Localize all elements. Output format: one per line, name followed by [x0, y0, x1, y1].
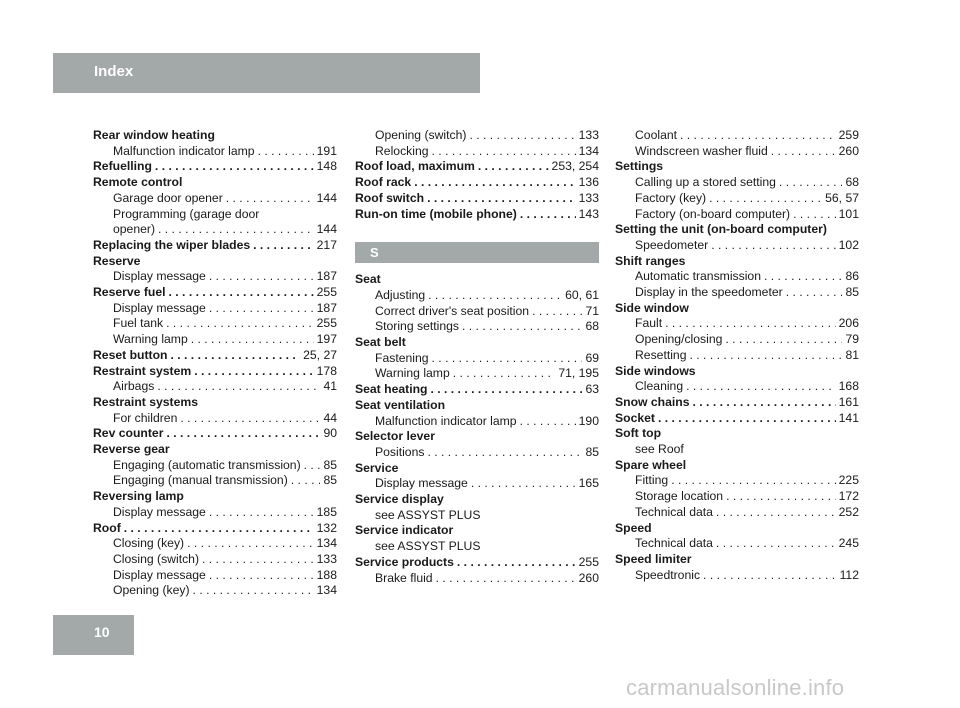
index-column-3 — [615, 128, 859, 583]
entry-label: Soft top — [615, 426, 662, 441]
dot-leader — [169, 285, 314, 301]
index-subentry — [615, 238, 859, 254]
index-subentry — [93, 379, 337, 395]
index-entry — [355, 429, 599, 445]
entry-label: Garage door opener — [113, 190, 223, 205]
page-reference: 178 — [316, 363, 337, 378]
index-entry — [615, 521, 859, 537]
page-reference: 60, 61 — [565, 287, 599, 302]
index-entry — [615, 301, 859, 317]
dot-leader — [414, 175, 575, 191]
page-reference: 245 — [838, 536, 859, 551]
dot-leader — [193, 583, 314, 599]
dot-leader — [771, 144, 836, 160]
page-reference: 260 — [578, 570, 599, 585]
entry-label: Rev counter — [93, 426, 164, 441]
dot-leader — [793, 207, 836, 223]
dot-leader — [665, 316, 836, 332]
entry-label: Roof rack — [355, 175, 412, 190]
entry-label: opener) — [113, 222, 156, 237]
dot-leader — [693, 395, 836, 411]
index-subentry — [355, 144, 599, 160]
page-reference: 85 — [323, 457, 337, 472]
dot-leader — [786, 285, 843, 301]
index-entry — [355, 555, 599, 571]
index-entry — [93, 489, 337, 505]
index-entry — [355, 191, 599, 207]
entry-label: Relocking — [375, 143, 429, 158]
page-reference: 79 — [845, 332, 859, 347]
page-reference: 143 — [578, 206, 599, 221]
page-reference: 253, 254 — [551, 159, 599, 174]
index-subentry — [615, 144, 859, 160]
index-subentry — [615, 379, 859, 395]
index-subentry — [355, 571, 599, 587]
entry-label: Cleaning — [635, 379, 684, 394]
entry-label: Reserve fuel — [93, 285, 166, 300]
entry-label: Snow chains — [615, 394, 690, 409]
page-reference: 41 — [323, 379, 337, 394]
page-reference: 148 — [316, 159, 337, 174]
index-subentry — [93, 536, 337, 552]
dot-leader — [711, 238, 835, 254]
entry-label: Side window — [615, 300, 689, 315]
section-heading-s — [355, 242, 599, 263]
entry-label: Correct driver's seat position — [375, 303, 530, 318]
index-entry — [93, 128, 337, 144]
page-reference: 217 — [316, 237, 337, 252]
index-subentry — [615, 191, 859, 207]
entry-label: Roof load, maximum — [355, 159, 475, 174]
entry-label: Roof switch — [355, 190, 425, 205]
page-reference: 85 — [585, 444, 599, 459]
page-reference: 197 — [316, 332, 337, 347]
index-subentry — [615, 568, 859, 584]
page-reference: 260 — [838, 143, 859, 158]
page-reference: 191 — [316, 143, 337, 158]
index-entry — [355, 207, 599, 223]
dot-leader — [187, 536, 314, 552]
index-subentry — [355, 319, 599, 335]
page-reference: 71 — [585, 303, 599, 318]
entry-label: Display message — [375, 476, 468, 491]
entry-label: Remote control — [93, 175, 183, 190]
entry-label: Closing (key) — [113, 536, 185, 551]
entry-label: Reserve — [93, 253, 141, 268]
entry-label: Seat ventilation — [355, 397, 446, 412]
entry-label: see ASSYST PLUS — [375, 507, 481, 522]
entry-label: Brake fluid — [375, 570, 433, 585]
page-title: Index — [94, 63, 134, 80]
index-subentry — [615, 473, 859, 489]
index-subentry — [355, 128, 599, 144]
dot-leader — [226, 191, 314, 207]
index-list-s — [355, 272, 599, 586]
index-subentry — [615, 316, 859, 332]
dot-leader — [427, 445, 582, 461]
page-reference: 102 — [838, 237, 859, 252]
index-subentry — [355, 414, 599, 430]
entry-label: Display message — [113, 504, 206, 519]
index-subentry — [355, 304, 599, 320]
index-entry — [355, 461, 599, 477]
entry-label: Airbags — [113, 379, 155, 394]
index-entry — [93, 395, 337, 411]
dot-leader — [764, 269, 842, 285]
page-reference: 68 — [585, 319, 599, 334]
index-column-1 — [93, 128, 337, 599]
dot-leader — [427, 191, 576, 207]
dot-leader — [124, 521, 314, 537]
entry-label: Speed limiter — [615, 551, 692, 566]
entry-label: Display in the speedometer — [635, 285, 783, 300]
page-reference: 101 — [838, 206, 859, 221]
entry-label: Seat belt — [355, 335, 406, 350]
index-entry — [93, 238, 337, 254]
dot-leader — [671, 473, 835, 489]
entry-label: Refuelling — [93, 159, 152, 174]
entry-label: Opening/closing — [635, 332, 723, 347]
dot-leader — [686, 379, 836, 395]
index-subentry — [93, 552, 337, 568]
entry-label: Technical data — [635, 504, 713, 519]
entry-label: Reversing lamp — [93, 489, 184, 504]
index-entry — [355, 523, 599, 539]
index-subentry — [615, 175, 859, 191]
index-entry — [93, 175, 337, 191]
index-column-2 — [355, 128, 599, 586]
page-reference: 255 — [316, 285, 337, 300]
page-reference: 255 — [578, 554, 599, 569]
index-entry — [615, 411, 859, 427]
index-entry — [93, 285, 337, 301]
dot-leader — [166, 316, 314, 332]
page-reference: 56, 57 — [825, 190, 859, 205]
dot-leader — [725, 332, 842, 348]
page-reference: 85 — [845, 285, 859, 300]
index-entry — [93, 442, 337, 458]
dot-leader — [170, 348, 300, 364]
page-number: 10 — [94, 624, 110, 640]
entry-label: Rear window heating — [93, 128, 215, 142]
dot-leader — [166, 426, 320, 442]
entry-label: Resetting — [635, 347, 687, 362]
dot-leader — [520, 414, 576, 430]
dot-leader — [658, 411, 836, 427]
index-entry — [355, 159, 599, 175]
dot-leader — [430, 382, 582, 398]
index-entry — [355, 398, 599, 414]
index-entry — [615, 426, 859, 442]
page-reference: 134 — [578, 143, 599, 158]
index-entry — [355, 335, 599, 351]
index-subentry — [93, 505, 337, 521]
entry-label: Technical data — [635, 536, 713, 551]
dot-leader — [304, 458, 321, 474]
entry-label: Factory (key) — [635, 190, 707, 205]
entry-label: Opening (switch) — [375, 128, 467, 142]
index-subentry — [615, 207, 859, 223]
page-reference: 185 — [316, 504, 337, 519]
page-reference: 225 — [838, 473, 859, 488]
index-subentry — [93, 583, 337, 599]
page-reference: 44 — [323, 410, 337, 425]
index-subentry — [615, 442, 859, 458]
entry-label: Roof — [93, 520, 121, 535]
entry-label: Fitting — [635, 473, 669, 488]
page-reference: 168 — [838, 379, 859, 394]
dot-leader — [716, 505, 836, 521]
index-entry — [615, 222, 859, 238]
index-subentry — [355, 476, 599, 492]
entry-label: Programming (garage door — [113, 206, 260, 221]
dot-leader — [180, 411, 320, 427]
index-subentry — [93, 411, 337, 427]
index-subentry — [615, 269, 859, 285]
entry-label: Socket — [615, 410, 655, 425]
entry-label: Speedometer — [635, 237, 709, 252]
entry-label: Service products — [355, 554, 454, 569]
index-subentry — [615, 348, 859, 364]
dot-leader — [462, 319, 582, 335]
entry-label: Restraint systems — [93, 394, 198, 409]
index-subentry — [355, 288, 599, 304]
index-entry — [93, 364, 337, 380]
index-entry — [615, 458, 859, 474]
entry-label: Engaging (manual transmission) — [113, 473, 288, 488]
dot-leader — [209, 568, 314, 584]
index-subentry — [355, 366, 599, 382]
entry-label: Adjusting — [375, 287, 426, 302]
entry-label: Windscreen washer fluid — [635, 143, 768, 158]
page-reference: 71, 195 — [558, 366, 599, 381]
dot-leader — [680, 128, 836, 144]
index-subentry — [615, 536, 859, 552]
entry-label: Storage location — [635, 489, 724, 504]
dot-leader — [253, 238, 314, 254]
entry-label: Factory (on-board computer) — [635, 206, 791, 221]
dot-leader — [478, 159, 549, 175]
page-reference: 259 — [838, 128, 859, 142]
index-subentry — [615, 285, 859, 301]
page-reference: 190 — [578, 413, 599, 428]
index-subentry — [93, 191, 337, 207]
entry-label: Warning lamp — [113, 332, 188, 347]
index-entry — [355, 382, 599, 398]
entry-label: Service — [355, 460, 399, 475]
page-reference: 206 — [838, 316, 859, 331]
index-entry — [93, 348, 337, 364]
page-reference: 255 — [316, 316, 337, 331]
entry-label: Shift ranges — [615, 253, 686, 268]
index-list-r-continued — [355, 128, 599, 222]
entry-label: Positions — [375, 444, 425, 459]
index-entry — [615, 254, 859, 270]
dot-leader — [432, 144, 576, 160]
entry-label: Engaging (automatic transmission) — [113, 457, 301, 472]
section-letter: S — [370, 244, 379, 260]
dot-leader — [471, 476, 576, 492]
index-subentry — [355, 351, 599, 367]
entry-label: Seat heating — [355, 382, 428, 397]
page-reference: 188 — [316, 567, 337, 582]
dot-leader — [432, 351, 583, 367]
page-reference: 144 — [316, 222, 337, 237]
page-reference: 144 — [316, 190, 337, 205]
entry-label: Automatic transmission — [635, 269, 761, 284]
page-reference: 69 — [585, 350, 599, 365]
dot-leader — [291, 473, 321, 489]
entry-label: Side windows — [615, 363, 696, 378]
index-subentry — [355, 508, 599, 524]
page-reference: 136 — [578, 175, 599, 190]
dot-leader — [709, 191, 822, 207]
entry-label: see Roof — [635, 442, 684, 457]
entry-label: Display message — [113, 300, 206, 315]
page-reference: 112 — [839, 567, 859, 582]
page-reference: 81 — [845, 347, 859, 362]
page-reference: 90 — [323, 426, 337, 441]
entry-label: see ASSYST PLUS — [375, 539, 481, 554]
entry-label: For children — [113, 410, 178, 425]
page-reference: 187 — [316, 300, 337, 315]
index-subentry — [93, 473, 337, 489]
index-subentry — [93, 316, 337, 332]
index-entry — [355, 175, 599, 191]
page-reference: 25, 27 — [303, 347, 337, 362]
entry-label: Service display — [355, 492, 444, 507]
page-reference: 133 — [578, 128, 599, 142]
entry-label: Replacing the wiper blades — [93, 237, 251, 252]
page-reference: 141 — [838, 410, 859, 425]
entry-label: Coolant — [635, 128, 678, 142]
entry-label: Setting the unit (on-board computer) — [615, 222, 827, 237]
index-subentry — [615, 332, 859, 348]
entry-label: Opening (key) — [113, 583, 190, 598]
entry-label: Display message — [113, 567, 206, 582]
index-subentry — [355, 539, 599, 555]
entry-label: Display message — [113, 269, 206, 284]
entry-label: Speed — [615, 520, 652, 535]
index-subentry — [93, 269, 337, 285]
page-reference: 161 — [838, 394, 859, 409]
dot-leader — [194, 364, 313, 380]
dot-leader — [532, 304, 582, 320]
index-entry — [93, 426, 337, 442]
entry-label: Run-on time (mobile phone) — [355, 206, 517, 221]
index-subentry — [93, 144, 337, 160]
entry-label: Closing (switch) — [113, 551, 200, 566]
dot-leader — [436, 571, 576, 587]
index-entry — [615, 159, 859, 175]
entry-label: Reverse gear — [93, 442, 170, 457]
entry-label: Restraint system — [93, 363, 192, 378]
index-entry — [615, 364, 859, 380]
dot-leader — [690, 348, 843, 364]
entry-label: Fuel tank — [113, 316, 164, 331]
index-entry — [93, 254, 337, 270]
index-subentry — [93, 332, 337, 348]
index-subentry — [615, 505, 859, 521]
dot-leader — [258, 144, 314, 160]
index-entry — [615, 552, 859, 568]
dot-leader — [469, 128, 575, 144]
index-subentry — [93, 568, 337, 584]
entry-label: Settings — [615, 159, 664, 174]
entry-label: Reset button — [93, 347, 168, 362]
dot-leader — [703, 568, 837, 584]
index-entry — [355, 492, 599, 508]
entry-label: Storing settings — [375, 319, 460, 334]
entry-label: Selector lever — [355, 429, 435, 444]
page-reference: 134 — [316, 536, 337, 551]
page-reference: 132 — [316, 520, 337, 535]
dot-leader — [726, 489, 836, 505]
index-entry — [93, 159, 337, 175]
dot-leader — [157, 379, 320, 395]
dot-leader — [457, 555, 576, 571]
entry-label: Service indicator — [355, 523, 454, 538]
dot-leader — [453, 366, 556, 382]
page-reference: 165 — [578, 476, 599, 491]
dot-leader — [716, 536, 836, 552]
page-reference: 85 — [323, 473, 337, 488]
dot-leader — [158, 222, 314, 238]
entry-label: Spare wheel — [615, 457, 687, 472]
index-subentry — [615, 128, 859, 144]
index-entry — [93, 521, 337, 537]
page-reference: 172 — [838, 489, 859, 504]
page-reference: 187 — [316, 269, 337, 284]
index-subentry — [93, 207, 337, 223]
entry-label: Fault — [635, 316, 663, 331]
dot-leader — [209, 269, 314, 285]
page-reference: 134 — [316, 583, 337, 598]
page-reference: 252 — [838, 504, 859, 519]
dot-leader — [191, 332, 314, 348]
entry-label: Fastening — [375, 350, 429, 365]
watermark: carmanualsonline.info — [626, 675, 845, 700]
entry-label: Calling up a stored setting — [635, 175, 776, 190]
entry-label: Warning lamp — [375, 366, 450, 381]
index-subentry — [355, 445, 599, 461]
entry-label: Seat — [355, 272, 381, 287]
dot-leader — [428, 288, 562, 304]
page-reference: 133 — [316, 551, 337, 566]
dot-leader — [520, 207, 576, 223]
page-reference: 133 — [578, 190, 599, 205]
index-entry — [355, 272, 599, 288]
index-subentry — [93, 301, 337, 317]
dot-leader — [209, 301, 314, 317]
dot-leader — [779, 175, 843, 191]
entry-label: Malfunction indicator lamp — [113, 143, 255, 158]
dot-leader — [202, 552, 314, 568]
dot-leader — [155, 159, 314, 175]
page-reference: 86 — [845, 269, 859, 284]
page-reference: 63 — [585, 382, 599, 397]
entry-label: Malfunction indicator lamp — [375, 413, 517, 428]
index-entry — [615, 395, 859, 411]
index-subentry — [615, 489, 859, 505]
dot-leader — [209, 505, 314, 521]
index-subentry — [93, 458, 337, 474]
index-subentry — [93, 222, 337, 238]
entry-label: Speedtronic — [635, 567, 701, 582]
page-reference: 68 — [845, 175, 859, 190]
